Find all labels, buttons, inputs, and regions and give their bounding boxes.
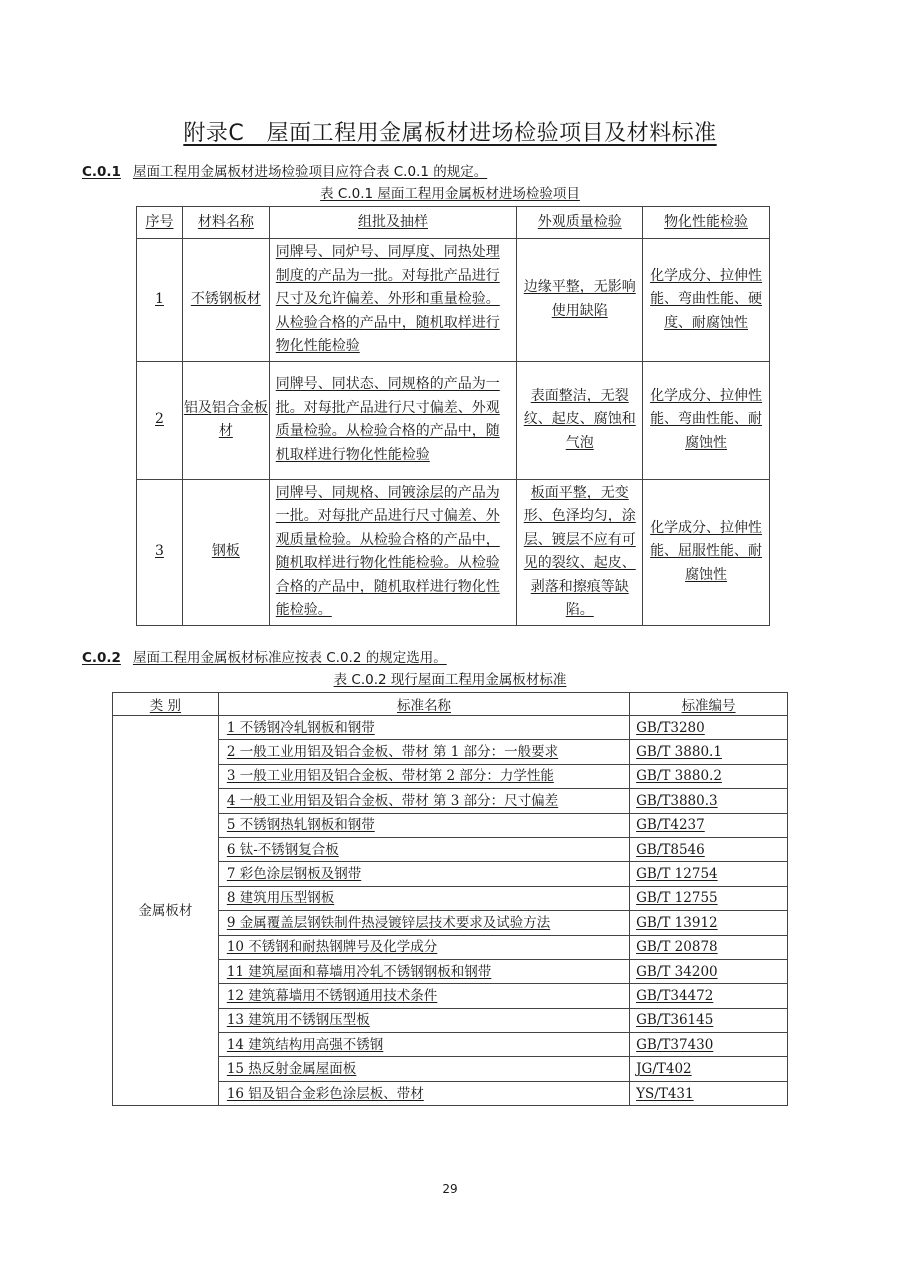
header-cell: 类 别 xyxy=(113,693,219,716)
standard-name: 16 铝及铝合金彩色涂层板、带材 xyxy=(218,1081,629,1105)
physical-cell: 化学成分、拉伸性能、弯曲性能、耐腐蚀性 xyxy=(643,361,770,479)
header-cell: 组批及抽样 xyxy=(269,207,517,239)
standard-code: GB/T34472 xyxy=(630,984,788,1008)
standard-name: 9 金属覆盖层钢铁制件热浸镀锌层技术要求及试验方法 xyxy=(218,911,629,935)
material-name: 铝及铝合金板材 xyxy=(182,361,269,479)
appearance-cell: 板面平整，无变形、色泽均匀，涂层、镀层不应有可见的裂纹、起皮、剥落和擦痕等缺陷。 xyxy=(517,479,643,625)
standard-code: GB/T37430 xyxy=(630,1033,788,1057)
standard-code: GB/T 12754 xyxy=(630,862,788,886)
table-row xyxy=(137,479,770,625)
table-row xyxy=(137,239,770,362)
header-cell: 标准编号 xyxy=(630,693,788,716)
page-title: 附录C 屋面工程用金属板材进场检验项目及材料标准 xyxy=(183,121,717,146)
header-cell: 标准名称 xyxy=(218,693,629,716)
standard-name: 4 一般工业用铝及铝合金板、带材 第 3 部分：尺寸偏差 xyxy=(218,789,629,813)
standard-code: GB/T3880.3 xyxy=(630,789,788,813)
standard-name: 13 建筑用不锈钢压型板 xyxy=(218,1008,629,1032)
table-header-row xyxy=(137,207,770,239)
sampling-cell: 同牌号、同规格、同镀涂层的产品为一批。对每批产品进行尺寸偏差、外观质量检验。从检验合格的产品中，随机取样进行物化性能检验。从检验合格的产品中，随机取样进行物化性能检验。 xyxy=(269,479,517,625)
clause-c02 xyxy=(82,646,447,666)
standard-code: GB/T 3880.1 xyxy=(630,740,788,764)
standard-name: 14 建筑结构用高强不锈钢 xyxy=(218,1033,629,1057)
clause-number: C.0.1 xyxy=(82,164,121,180)
standard-code: GB/T8546 xyxy=(630,837,788,861)
inspection-table xyxy=(136,206,770,626)
sampling-cell: 同牌号、同状态、同规格的产品为一批。对每批产品进行尺寸偏差、外观质量检验。从检验合格的产品中，随机取样进行物化性能检验 xyxy=(269,361,517,479)
row-number: 3 xyxy=(137,479,183,625)
header-cell: 物化性能检验 xyxy=(643,207,770,239)
clause-c01 xyxy=(82,160,487,180)
standard-name: 8 建筑用压型钢板 xyxy=(218,886,629,910)
clause-number: C.0.2 xyxy=(82,650,121,666)
standard-code: GB/T 20878 xyxy=(630,935,788,959)
row-number: 2 xyxy=(137,361,183,479)
standard-name: 6 钛-不锈钢复合板 xyxy=(218,837,629,861)
table-caption-c02: 表 C.0.2 现行屋面工程用金属板材标准 xyxy=(333,672,567,688)
standard-code: GB/T 3880.2 xyxy=(630,764,788,788)
page-number: 29 xyxy=(442,1182,458,1196)
standard-name: 5 不锈钢热轧钢板和钢带 xyxy=(218,813,629,837)
table-header-row xyxy=(113,693,788,716)
standard-name: 2 一般工业用铝及铝合金板、带材 第 1 部分：一般要求 xyxy=(218,740,629,764)
clause-text: 屋面工程用金属板材标准应按表 C.0.2 的规定选用。 xyxy=(132,650,447,666)
standard-code: GB/T 34200 xyxy=(630,959,788,983)
standard-name: 11 建筑屋面和幕墙用冷轧不锈钢钢板和钢带 xyxy=(218,959,629,983)
table-row xyxy=(137,361,770,479)
standards-table xyxy=(112,692,788,1106)
header-cell: 序号 xyxy=(137,207,183,239)
standard-code: YS/T431 xyxy=(630,1081,788,1105)
standard-name: 7 彩色涂层钢板及钢带 xyxy=(218,862,629,886)
table-caption-c01: 表 C.0.1 屋面工程用金属板材进场检验项目 xyxy=(320,186,580,202)
standard-name: 15 热反射金属屋面板 xyxy=(218,1057,629,1081)
standard-name: 10 不锈钢和耐热钢牌号及化学成分 xyxy=(218,935,629,959)
header-cell: 材料名称 xyxy=(182,207,269,239)
header-cell: 外观质量检验 xyxy=(517,207,643,239)
appearance-cell: 边缘平整，无影响使用缺陷 xyxy=(517,239,643,362)
standard-code: GB/T3280 xyxy=(630,716,788,740)
standard-code: GB/T36145 xyxy=(630,1008,788,1032)
standard-name: 1 不锈钢冷轧钢板和钢带 xyxy=(218,716,629,740)
standard-code: JG/T402 xyxy=(630,1057,788,1081)
material-name: 不锈钢板材 xyxy=(182,239,269,362)
row-number: 1 xyxy=(137,239,183,362)
standard-name: 12 建筑幕墙用不锈钢通用技术条件 xyxy=(218,984,629,1008)
standard-code: GB/T4237 xyxy=(630,813,788,837)
standard-code: GB/T 13912 xyxy=(630,911,788,935)
category-cell: 金属板材 xyxy=(113,716,219,1106)
standard-name: 3 一般工业用铝及铝合金板、带材第 2 部分：力学性能 xyxy=(218,764,629,788)
sampling-cell: 同牌号、同炉号、同厚度、同热处理制度的产品为一批。对每批产品进行尺寸及允许偏差、外形和重量检验。从检验合格的产品中，随机取样进行物化性能检验 xyxy=(269,239,517,362)
appearance-cell: 表面整洁，无裂纹、起皮、腐蚀和气泡 xyxy=(517,361,643,479)
standard-code: GB/T 12755 xyxy=(630,886,788,910)
material-name: 钢板 xyxy=(182,479,269,625)
table-row xyxy=(113,716,788,740)
physical-cell: 化学成分、拉伸性能、屈服性能、耐腐蚀性 xyxy=(643,479,770,625)
physical-cell: 化学成分、拉伸性能、弯曲性能、硬度、耐腐蚀性 xyxy=(643,239,770,362)
clause-text: 屋面工程用金属板材进场检验项目应符合表 C.0.1 的规定。 xyxy=(132,164,488,180)
